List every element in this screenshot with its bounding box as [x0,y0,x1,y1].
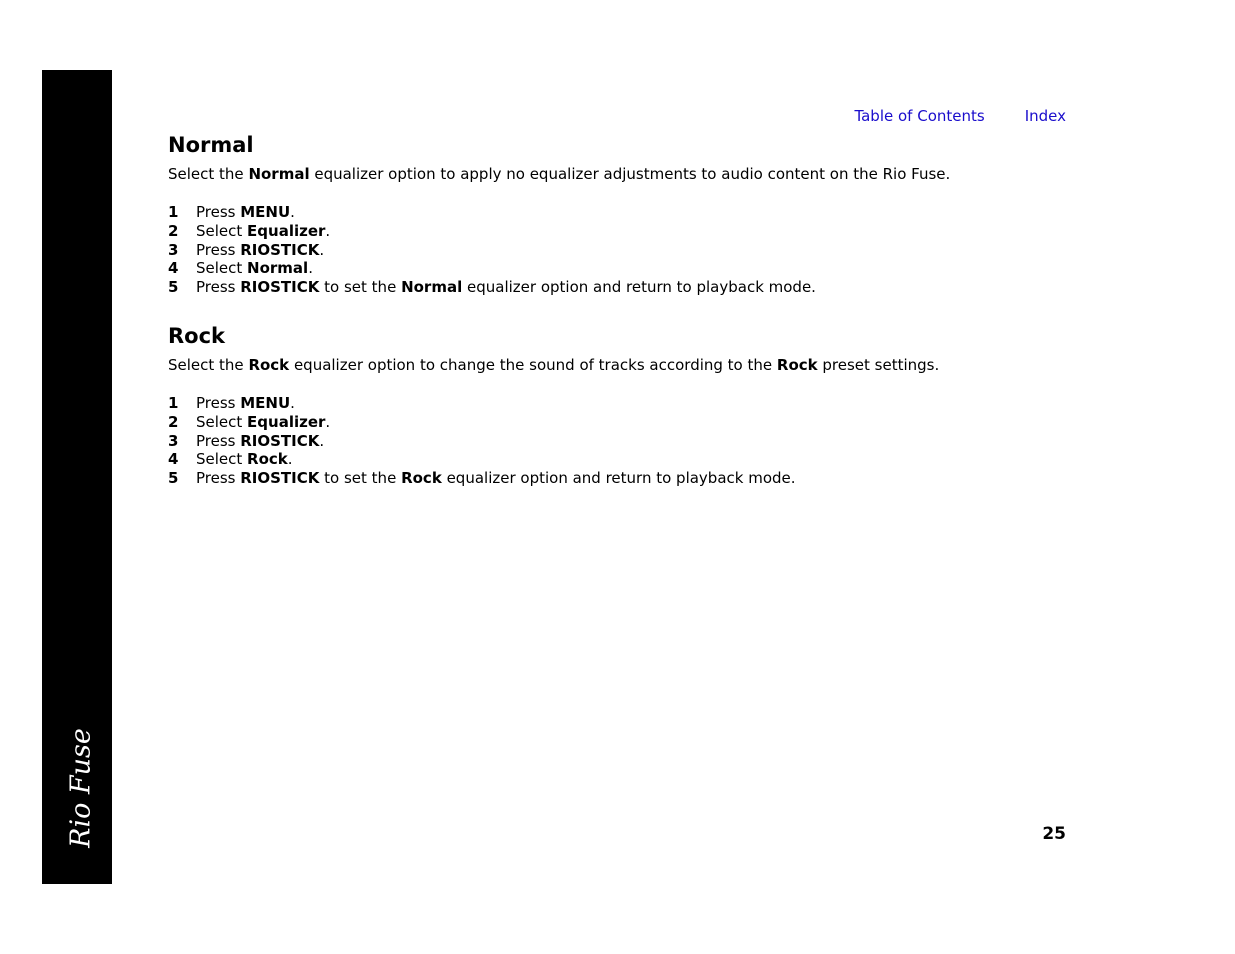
step-text: Press [196,394,241,412]
step-number: 2 [168,412,179,431]
step-text: Select [196,450,248,469]
intro-bold: Rock [776,356,818,374]
step-number: 4 [168,450,179,469]
product-title: Rio Fuse [65,728,97,848]
step-bold: RIOSTICK [240,431,320,450]
step-item [168,241,1068,260]
rock-intro [168,356,1068,375]
step-text: . [287,450,293,469]
rock-section [168,324,1068,488]
step-item [168,413,1068,432]
intro-bold: Normal [248,165,310,183]
step-bold: MENU [240,394,291,412]
step-bold: MENU [240,203,291,221]
step-text: Select [196,412,248,431]
step-text: . [325,221,331,240]
step-number: 4 [168,259,179,278]
normal-intro [168,165,1068,184]
step-number: 1 [168,394,179,412]
step-item [168,278,1068,297]
step-bold: Equalizer [247,221,326,240]
step-text: to set the [319,469,402,487]
table-of-contents-link[interactable]: Table of Contents [854,107,985,125]
step-text: . [308,259,313,278]
intro-text: Select the [168,165,249,183]
step-number: 3 [168,240,179,259]
step-item [168,222,1068,241]
intro-text: Select the [168,356,249,374]
step-text: equalizer option and return to playback mode. [441,469,796,487]
step-text: Select [196,221,248,240]
step-bold: Rock [401,469,442,487]
step-text: Press [196,431,241,450]
intro-text: preset settings. [817,356,940,374]
intro-bold: Rock [248,356,290,374]
step-text: . [319,240,325,259]
step-item [168,469,1068,488]
step-bold: RIOSTICK [240,240,320,259]
step-text: to set the [319,278,402,296]
rock-steps [168,394,1068,488]
step-text: Press [196,278,241,296]
index-link[interactable]: Index [1024,107,1066,125]
step-bold: Equalizer [247,412,326,431]
rock-heading: Rock [168,324,226,348]
step-text: . [290,394,295,412]
step-item [168,259,1068,278]
step-bold: Normal [247,259,309,278]
top-navigation [814,107,1066,125]
step-item [168,450,1068,469]
step-text: Select [196,259,248,278]
step-text: Press [196,240,241,259]
step-item [168,432,1068,451]
step-text: equalizer option and return to playback mode. [462,278,816,296]
step-bold: RIOSTICK [240,469,320,487]
step-number: 2 [168,221,179,240]
page-number: 25 [1042,824,1066,844]
normal-steps [168,203,1068,297]
step-text: Press [196,203,241,221]
step-number: 3 [168,431,179,450]
step-number: 5 [168,469,179,487]
step-item [168,203,1068,222]
step-text: Press [196,469,241,487]
step-bold: Rock [247,450,288,469]
intro-text: equalizer option to change the sound of tracks according to the [289,356,777,374]
step-bold: RIOSTICK [240,278,320,296]
step-number: 1 [168,203,179,221]
step-bold: Normal [401,278,463,296]
step-text: . [325,412,331,431]
step-text: . [290,203,295,221]
step-text: . [319,431,325,450]
normal-heading: Normal [168,133,254,157]
step-item [168,394,1068,413]
step-number: 5 [168,278,179,296]
intro-text: equalizer option to apply no equalizer adjustments to audio content on the Rio Fuse. [309,165,951,183]
normal-section [168,133,1068,297]
